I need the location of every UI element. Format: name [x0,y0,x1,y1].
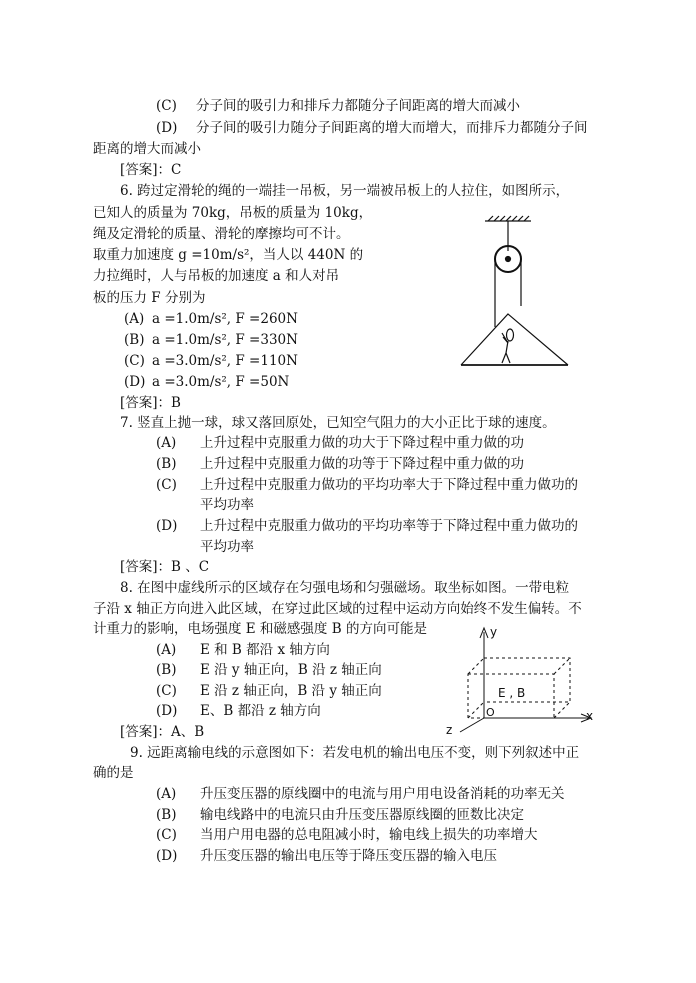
q6-stem-line-6: 板的压力 F 分别为 [93,290,206,306]
q9-stem-line-2: 确的是 [93,765,134,781]
q6-option-c [124,351,298,371]
option-label: (A) [156,642,177,658]
q7-option-c-cont: 平均功率 [200,497,254,513]
option-label: (D) [156,848,178,864]
option-label: (C) [124,353,145,369]
q6-stem-line-5: 力拉绳时，人与吊板的加速度 a 和人对吊 [93,268,340,284]
pulley-figure [455,215,580,370]
option-label: (B) [124,332,145,348]
option-text: a =1.0m/s², F =260N [152,311,298,327]
x-axis-label: x [586,709,594,723]
q6-stem-line-4: 取重力加速度 g =10m/s²，当人以 440N 的 [93,247,364,263]
option-text: 上升过程中克服重力做功的平均功率等于下降过程中重力做功的 [200,518,578,534]
z-axis-label: z [446,723,453,737]
option-label: (C) [156,98,177,114]
option-label: (C) [156,477,177,493]
option-label: (A) [156,786,177,802]
q8-option-b [156,660,382,680]
q6-option-b [124,330,298,350]
prev-option-d [156,118,588,138]
option-label: (D) [156,703,178,719]
prev-option-d-cont: 距离的增大而减小 [93,141,201,157]
option-label: (A) [124,311,145,327]
q8-option-c [156,681,382,701]
person-icon [502,329,514,363]
q7-stem: 7. 竖直上抛一球，球又落回原处，已知空气阻力的大小正比于球的速度。 [120,415,556,431]
q6-stem-line-3: 绳及定滑轮的质量、滑轮的摩擦均可不计。 [93,226,350,242]
q6-option-d [124,372,289,392]
pulley-axle [506,257,511,262]
plank-rope [461,314,568,365]
q6-option-a [124,309,298,329]
q7-option-d [156,516,578,536]
q6-stem-line-1: 6. 跨过定滑轮的绳的一端挂一吊板，另一端被吊板上的人拉住，如图所示， [120,183,570,199]
y-axis-label: y [490,625,498,639]
q8-stem-line-3: 计重力的影响，电场强度 E 和磁感强度 B 的方向可能是 [93,621,427,637]
q7-option-a [156,433,524,453]
option-text: E、B 都沿 z 轴方向 [200,703,321,719]
q9-stem-line-1: 9. 远距离输电线的示意图如下：若发电机的输出电压不变，则下列叙述中正 [130,745,580,761]
option-text: 升压变压器的原线圈中的电流与用户用电设备消耗的功率无关 [200,786,565,802]
prev-option-c [156,96,520,116]
option-label: (C) [156,827,177,843]
option-text: 上升过程中克服重力做的功等于下降过程中重力做的功 [200,456,524,472]
option-text: 分子间的吸引力随分子间距离的增大而增大，而排斥力都随分子间 [196,120,588,136]
q8-stem-line-2: 子沿 x 轴正方向进入此区域，在穿过此区域的过程中运动方向始终不发生偏转。不 [93,601,582,617]
option-text: 上升过程中克服重力做的功大于下降过程中重力做的功 [200,435,524,451]
option-text: 输电线路中的电流只由升压变压器原线圈的匝数比决定 [200,807,524,823]
origin-label: O [486,706,495,719]
option-label: (D) [124,374,146,390]
q9-option-b [156,805,524,825]
q6-answer: [答案]：B [120,395,181,411]
option-label: (A) [156,435,177,451]
q8-option-d [156,701,321,721]
option-text: E 沿 z 轴正向，B 沿 y 轴正向 [200,683,382,699]
q8-stem-line-1: 8. 在图中虚线所示的区域存在匀强电场和匀强磁场。取坐标如图。一带电粒 [120,580,570,596]
q9-option-a [156,784,565,804]
q9-option-d [156,846,497,866]
q6-stem-line-2: 已知人的质量为 70kg，吊板的质量为 10kg， [93,205,373,221]
field-label: E , B [498,686,526,700]
field-region-figure [438,620,603,738]
option-label: (B) [156,807,177,823]
q8-option-a [156,640,330,660]
option-text: 当用户用电器的总电阻减小时，输电线上损失的功率增大 [200,827,538,843]
option-text: a =1.0m/s², F =330N [152,332,298,348]
option-label: (B) [156,456,177,472]
q7-option-b [156,454,524,474]
q7-answer: [答案]：B 、C [120,559,210,575]
q8-answer: [答案]：A、B [120,724,205,740]
z-axis [460,718,484,732]
q7-option-d-cont: 平均功率 [200,539,254,555]
option-text: a =3.0m/s², F =50N [152,374,290,390]
option-text: E 沿 y 轴正向，B 沿 z 轴正向 [200,662,382,678]
option-text: E 和 B 都沿 x 轴方向 [200,642,330,658]
prev-answer: [答案]：C [120,162,182,178]
q9-option-c [156,825,538,845]
option-label: (D) [156,518,178,534]
option-text: 分子间的吸引力和排斥力都随分子间距离的增大而减小 [196,98,520,114]
option-text: a =3.0m/s², F =110N [152,353,298,369]
option-label: (B) [156,662,177,678]
option-text: 上升过程中克服重力做功的平均功率大于下降过程中重力做功的 [200,477,578,493]
option-label: (D) [156,120,178,136]
q7-option-c [156,475,578,495]
ceiling-hatch [488,216,529,221]
option-text: 升压变压器的输出电压等于降压变压器的输入电压 [200,848,497,864]
option-label: (C) [156,683,177,699]
